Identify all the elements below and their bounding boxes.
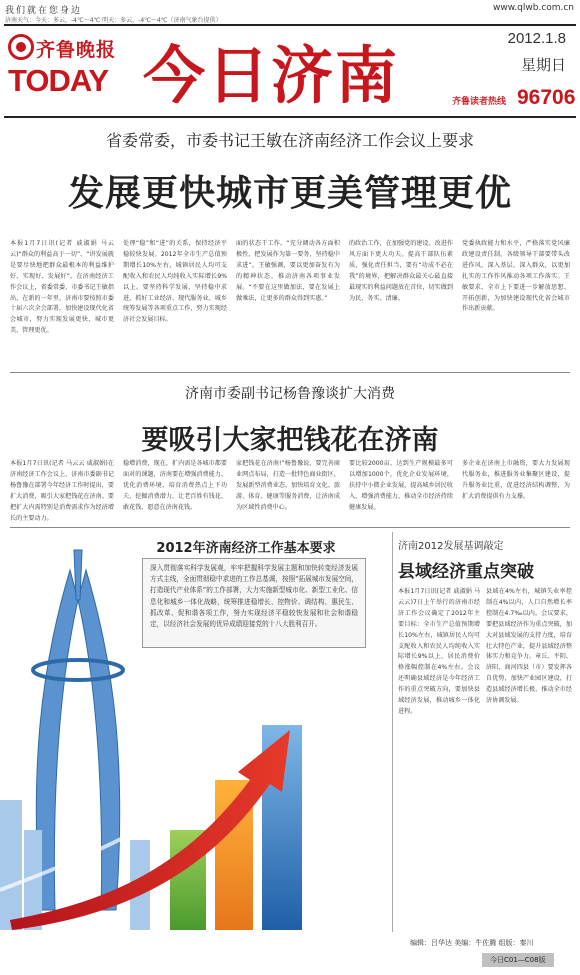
column-divider [392, 532, 393, 932]
policy-box-title: 2012年济南经济工作基本要求 [156, 541, 336, 556]
story3-column-1: 本报1月7日讯(记者 戚淑娟 马云云)7日上午举行的济南市经济工作会议确定了2012年主要目标：全市生产总值预期增长10%左右，城镇居民人均可支配收入和农民人均纯收入实际增长9%以上，居民消费价格涨幅控制在4%左右。会议还明确县域经济是今年经济工作的重点突破方向，要加快县域经济发展，推动城乡一体化进程。 [398, 588, 480, 715]
brand-today: TODAY [8, 63, 109, 98]
masthead-title: 今日济南 [143, 39, 400, 112]
story2-column-5: 多企业在济南上市融资，要大力发展现代服务业，推进服务业集聚区建设，提升服务业比重，促进经济结构调整，为扩大消费提供有力支撑。 [462, 460, 570, 500]
story2-column-1: 本报1月7日讯(记者 马云云 戚淑娟)在济南经济工作会议上，济南市委副书记杨鲁豫在部署今年经济工作时提出，要扩大消费，吸引大家把钱花在济南。要把扩大内需特别是消费需求作为经济增长的主要动力。 [10, 460, 114, 522]
story1-column-2: 处理“稳”和“进”的关系，保持经济平稳较快发展。2012年全市生产总值预期增长10%左右，城镇居民人均可支配收入和农民人均纯收入实际增长9%以上。要坚持科学发展，坚持稳中求进，抓好工业经济、现代服务业、城乡统筹发展等各项重点工作，努力实现经济社会发展目标。 [123, 240, 227, 324]
story3-column-2: 县域在4%左右，城镇失业率控制在4%以内，人口自然增长率控制在4.7‰以内。会议要求，要把县域经济作为重点突破，加大对县域发展的支持力度，培育壮大特色产业，提升县域经济整体实力和竞争力。章丘、平阴、济阳、商河四县（市）要发挥各自优势，加快产业园区建设，打造县域经济增长极，推动全市经济协调发展。 [486, 588, 572, 705]
story1-column-4: 的政治工作，在加强党的建设、改进作风方面下更大功夫。提高干部队伍素质，强化责任担当，要有“功成不必在我”的境界，把解决群众最关心最直接最现实的利益问题放在首位，切实做到为民、务实、清廉。 [349, 240, 453, 302]
page-folio: 今日C01—C08版 [482, 953, 554, 967]
header-slogan: 我们就在您身边 [5, 6, 83, 16]
section-divider [10, 372, 570, 373]
story1-column-5: 党委执政能力和水平，严格落实党风廉政建设责任制。各级领导干部要带头改进作风，深入基层、深入群众，以更加扎实的工作作风推动各项工作落实。王敏要求，全市上下要进一步解放思想、开拓创新，为加快建设现代化省会城市作出新贡献。 [462, 240, 570, 313]
story3-kicker: 济南2012发展基调敲定 [398, 541, 504, 552]
story1-column-1: 本报1月7日讯(记者 戚淑娟 马云云)“群众的利益高于一切”、“讲发展就是要尽快地把群众最根本的利益维护好、实现好、发展好”。在济南经济工作会议上，省委常委、市委书记王敏指出，在新的一年里，济南市要按照市委十届六次全会部署，加快建设现代化省会城市，努力实现发展更快、城市更美、管理更优。 [10, 240, 114, 335]
story2-column-4: 要比较2000亩，达到生产规模最多可以增加1000个，优化企业发展环境，扶持中小微企业发展，提高城乡居民收入，增强消费能力，推动全市经济持续健康发展。 [349, 460, 453, 511]
policy-box-text: 深入贯彻落实科学发展观，牢牢把握科学发展主题和加快转变经济发展方式主线，全面贯彻稳中求进的工作总基调，按照“拓展城市发展空间，打造现代产业体系”的工作部署，大力实施新型城市化、新型工业化、信息化和城乡一体化战略，统筹推进稳增长、控物价、调结构、惠民生、抓改革、促和谐各项工作，努力实现经济平稳较快发展和社会和谐稳定，以经济社会发展的优异成绩迎接党的十八大胜利召开。 [150, 564, 358, 629]
newspaper-logo-icon [8, 34, 34, 60]
story3-headline: 县域经济重点突破 [398, 562, 534, 582]
masthead-rule [4, 116, 576, 118]
issue-weekday: 星期日 [520, 56, 566, 74]
hotline-number: 96706 [517, 86, 576, 109]
story2-column-3: 家把钱花在济南!”杨鲁豫说，要完善商业网点布局，打造一批特色商业街区，发展新型消费业态，加快培育文化、旅游、体育、健康等服务消费，让济南成为区域性消费中心。 [236, 460, 340, 511]
page-credits: 编辑：吕华达 美编：牛佐腾 组版：秦川 [410, 939, 534, 947]
story2-kicker: 济南市委副书记杨鲁豫谈扩大消费 [185, 386, 395, 402]
story1-kicker: 省委常委，市委书记王敏在济南经济工作会议上要求 [105, 131, 474, 150]
brand-name: 齐鲁晚报 [36, 39, 117, 61]
story2-headline: 要吸引大家把钱花在济南 [141, 425, 439, 456]
issue-date: 2012.1.8 [507, 30, 566, 47]
header-website[interactable]: www.qlwb.com.cn [493, 3, 574, 13]
story1-column-3: 面的状态干工作。“充分调动各方面积极性，把发展作为第一要务，坚持稳中求进”。王敏强调，要以更加奋发有为的精神状态，推动济南各项事业发展。“不要在这里做加法，要在发展上做乘法，让更多的群众得到实惠。” [236, 240, 340, 302]
section-divider-2 [10, 527, 570, 528]
story2-column-2: 稳增消费，现在，扩内需是各城市都要面对的课题，济南要在增强消费能力、优化消费环境、培育消费热点上下功夫，挖掘消费潜力，让老百姓有钱花、敢花钱、愿意在济南花钱。 [123, 460, 227, 511]
story1-headline: 发展更快城市更美管理更优 [67, 173, 512, 214]
hotline-label: 齐鲁读者热线 [452, 97, 507, 107]
weather-line: 济南天气：今天：多云，-4℃～4℃ 明天：多云，-4℃～4℃（济南气象台提供） [5, 17, 222, 24]
